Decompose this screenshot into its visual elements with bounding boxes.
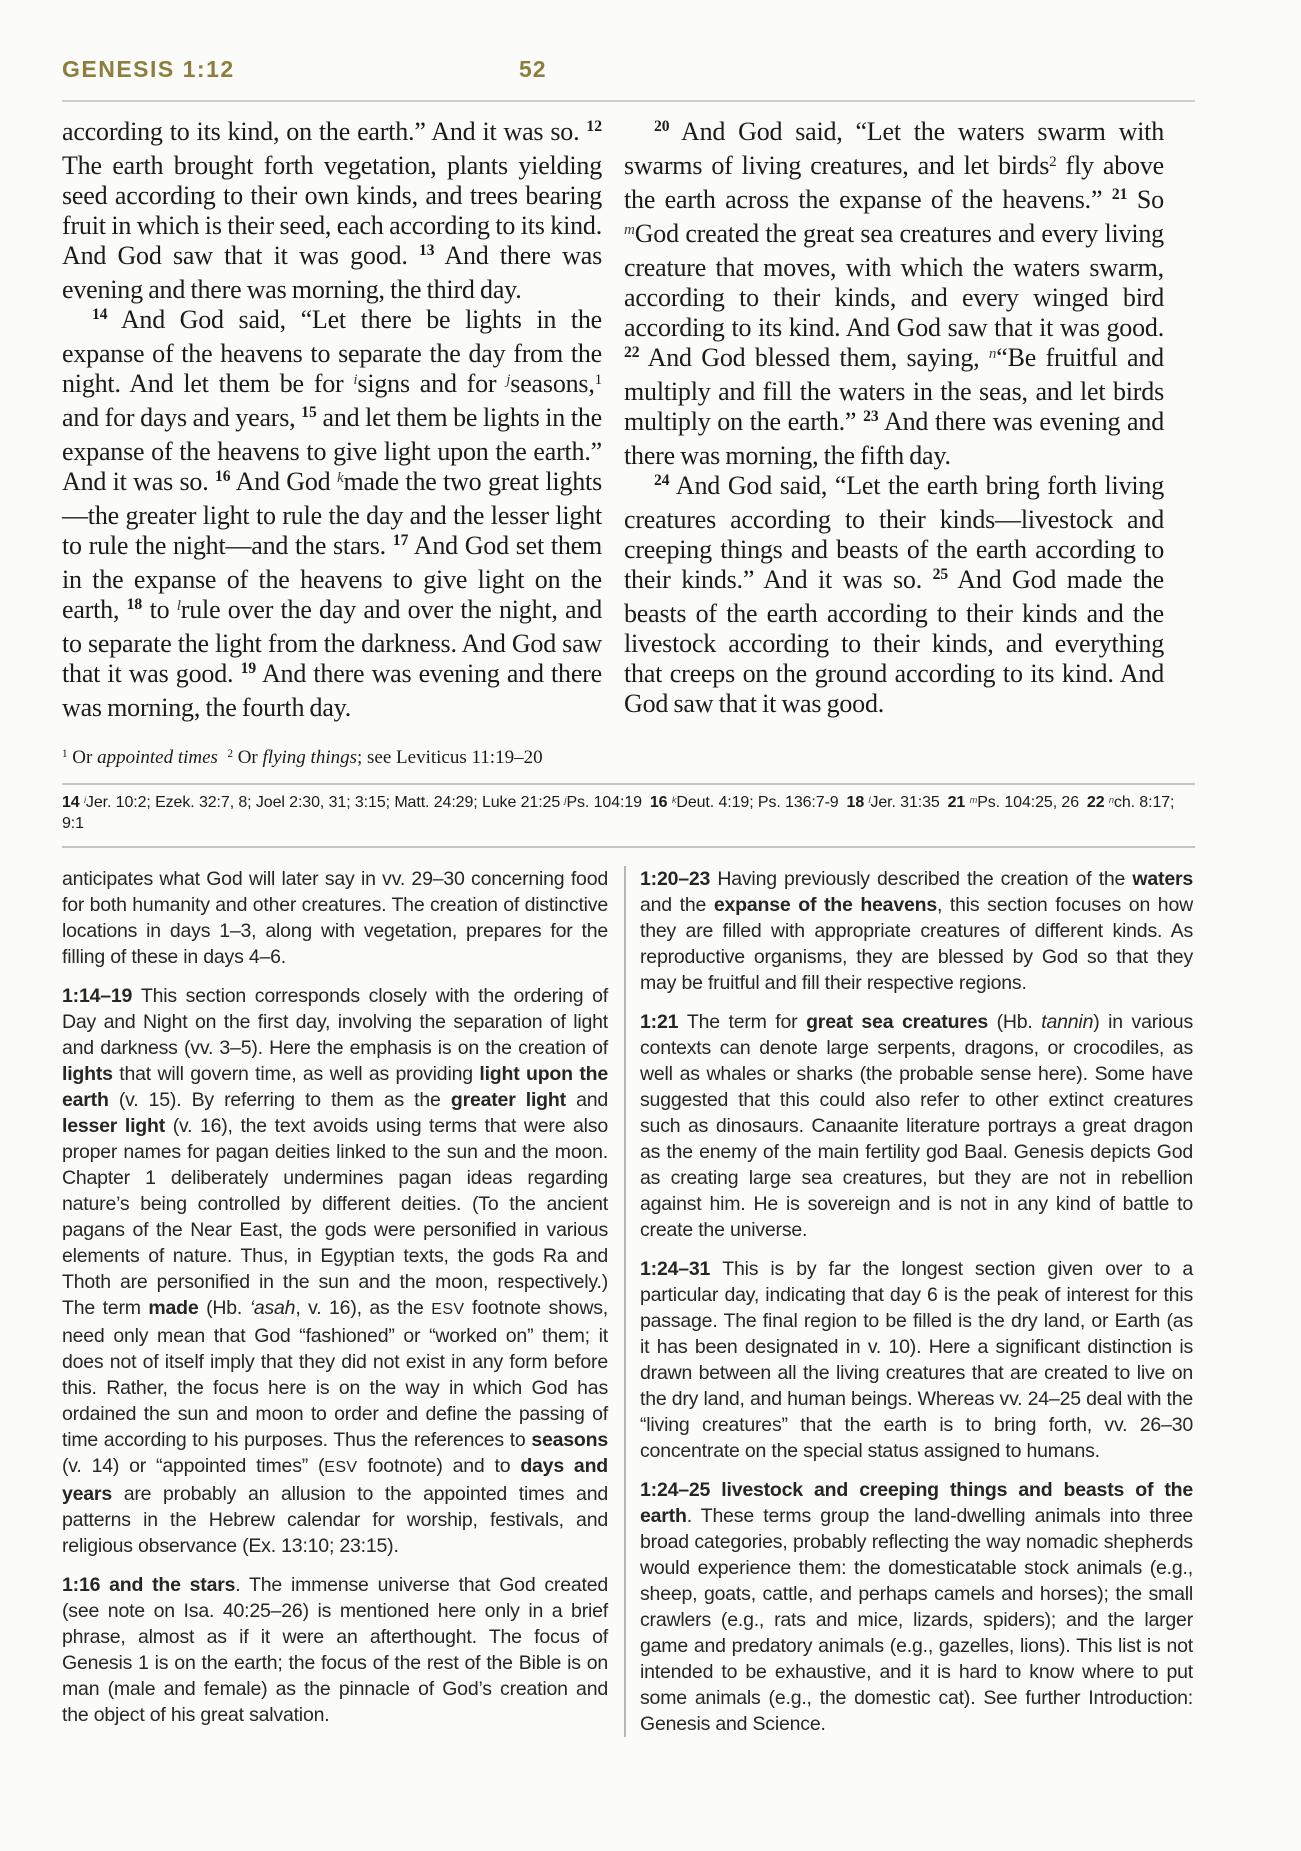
- bible-paragraph: [624, 117, 1164, 471]
- text-segment-b: 1:24–31: [640, 1258, 723, 1280]
- text-segment-p: Jer. 10:2; Ezek. 32:7, 8; Joel 2:30, 31; 3:15; Matt. 24:29; Luke 21:25: [85, 794, 565, 811]
- bible-paragraph: [624, 471, 1164, 719]
- text-segment-b: made: [148, 1297, 199, 1319]
- text-segment-x: j: [564, 794, 567, 805]
- text-segment-p: rule over the day and over the night, and to separate the light from the darkness. And God saw that it was good.: [62, 595, 602, 688]
- text-segment-p: ch. 8:17; 9:1: [62, 794, 1175, 832]
- text-segment-x: m: [969, 794, 978, 805]
- text-segment-p: and: [565, 1089, 609, 1111]
- text-segment-p: , v. 16), as the: [295, 1297, 432, 1319]
- text-segment-f: 1: [62, 747, 68, 760]
- text-segment-f: 1: [594, 371, 602, 388]
- text-segment-x: i: [353, 371, 358, 388]
- text-segment-p: , this section focuses on how they are filled with appropriate creatures of different kinds. As reproductive organisms, they are blessed by God so that they may be fruitful and fill their respective regions.: [640, 894, 1193, 994]
- text-segment-v: 13: [418, 242, 435, 260]
- text-segment-p: (Hb.: [987, 1011, 1042, 1033]
- text-segment-b: 21: [947, 794, 970, 811]
- text-segment-x: k: [336, 469, 344, 486]
- text-segment-p: . These terms group the land-dwelling animals into three broad categories, probably reflecting the way nomadic shepherds would experience them: the domesticatable stock animals (e.g., sheep, goats, cattle, and perhaps camels and horses); the small crawlers (e.g., rats and mice, lizards, spiders); and the larger game and predatory animals (e.g., gazelles, lions). This list is not intended to be exhaustive, and it is hard to know where to put some animals (e.g., the domestic cat). See further Introduction: Genesis and Science.: [640, 1505, 1193, 1735]
- text-segment-p: that will govern time, as well as providing: [112, 1063, 480, 1085]
- text-segment-p: and let them be lights in the expanse of the heavens to give light upon the earth.” And it was so.: [62, 403, 602, 496]
- text-segment-p: fly above the earth across the expanse of the heavens.”: [624, 151, 1164, 214]
- text-segment-p: Ps. 104:19: [566, 794, 650, 811]
- text-segment-p: ) in various contexts can denote large serpents, dragons, or crocodiles, as well as whales or sharks (the probable sense here). Some have suggested that this could also refer to other extinct creatures such as dinosaurs. Canaanite literature portrays a great dragon as the enemy of the main fertility god Baal. Genesis depicts God as creating large sea creatures, but they are not in rebellion against him. He is sovereign and is not in any kind of battle to create the universe.: [640, 1011, 1194, 1241]
- text-segment-p: And God set them in the expanse of the heavens to give light on the earth,: [62, 531, 602, 624]
- text-segment-p: (v. 16), the text avoids using terms that were also proper names for pagan deities linked to the sun and the moon. Chapter 1 deliberately undermines pagan ideas regarding nature’s being controlled by different deities. (To the ancient pagans of the Near East, the gods were personified in various elements of nature. Thus, in Egyptian texts, the gods Ra and Thoth are personified in the sun and the moon, respectively.) The term: [62, 1115, 608, 1319]
- text-segment-p: And God made the beasts of the earth according to their kinds and the livestock according to their kinds, and everything that creeps on the ground according to its kind. And God saw that it was good.: [624, 565, 1164, 718]
- text-segment-x: i: [83, 794, 86, 805]
- text-segment-v: 18: [126, 596, 143, 614]
- page-header: [62, 56, 1195, 86]
- note-paragraph: [640, 866, 1193, 996]
- text-segment-p: “Be fruitful and multiply and fill the waters in the seas, and let birds multiply on the earth.”: [624, 343, 1164, 436]
- study-notes-block: [62, 866, 1195, 1737]
- text-segment-p: to: [142, 595, 177, 624]
- text-segment-b: 1:21: [640, 1011, 687, 1033]
- note-paragraph: [640, 1009, 1193, 1243]
- text-segment-v: 12: [586, 118, 602, 136]
- text-segment-p: And God said, “Let the waters swarm with swarms of living creatures, and let birds: [624, 117, 1164, 180]
- text-segment-p: (Hb.: [198, 1297, 250, 1319]
- text-segment-v: 22: [624, 344, 640, 362]
- text-segment-b: expanse of the heavens: [713, 894, 937, 916]
- text-segment-x: l: [176, 597, 181, 614]
- text-segment-v: 20: [654, 118, 670, 136]
- text-segment-p: This section corresponds closely with the ordering of Day and Night on the first day, involving the separation of light and darkness (vv. 3–5). Here the emphasis is on the creation of: [62, 985, 608, 1059]
- text-segment-b: great sea creatures: [806, 1011, 988, 1033]
- bible-column-right: [624, 117, 1164, 723]
- text-segment-p: And God blessed them, saying,: [639, 343, 989, 372]
- text-segment-v: 25: [932, 566, 949, 584]
- text-segment-x: n: [988, 345, 997, 362]
- text-segment-x: m: [624, 221, 635, 238]
- notes-column-divider: [624, 866, 626, 1737]
- text-segment-sc: ESV: [324, 1459, 358, 1476]
- text-segment-p: and the: [640, 894, 714, 916]
- text-segment-x: k: [671, 794, 677, 805]
- study-notes-column-left: [62, 866, 608, 1737]
- text-segment-b: 1:24–25 livestock and creeping things and beasts of the earth: [640, 1479, 1193, 1527]
- text-segment-p: And there was evening and there was morning, the third day.: [62, 241, 602, 304]
- text-segment-v: 19: [240, 660, 257, 678]
- text-segment-p: seasons,: [510, 369, 595, 398]
- text-segment-b: lights: [62, 1063, 113, 1085]
- text-segment-p: according to its kind, on the earth.” And it was so.: [62, 117, 587, 146]
- text-segment-p: are probably an allusion to the appointed times and patterns in the Hebrew calendar for worship, festivals, and religious observance (Ex. 13:10; 23:15).: [62, 1483, 608, 1557]
- text-segment-v: 14: [92, 306, 108, 324]
- text-segment-f: 2: [1049, 153, 1057, 170]
- page-content: [62, 56, 1195, 1737]
- text-segment-i: appointed times: [97, 747, 218, 768]
- text-segment-v: 15: [301, 404, 317, 422]
- note-paragraph: [640, 1477, 1193, 1737]
- note-paragraph: [62, 983, 608, 1559]
- text-segment-p: . The immense universe that God created (see note on Isa. 40:25–26) is mentioned here only in a brief phrase, almost as if it were an afterthought. The focus of Genesis 1 is on the earth; the focus of the rest of the Bible is on man (male and female) as the pinnacle of God’s creation and the object of his great salvation.: [62, 1574, 609, 1726]
- text-segment-p: And there was evening and there was morning, the fifth day.: [624, 407, 1164, 470]
- text-segment-p: And God said, “Let the earth bring forth living creatures according to their kinds—livestock and creeping things and beasts of the earth according to their kinds.” And it was so.: [624, 471, 1164, 594]
- text-segment-p: The term for: [686, 1011, 807, 1033]
- text-segment-p: (v. 15). By referring to them as the: [108, 1089, 451, 1111]
- text-segment-b: seasons: [531, 1429, 608, 1451]
- bible-paragraph: [62, 117, 602, 305]
- text-segment-b: 16: [649, 794, 672, 811]
- text-segment-p: So: [1127, 185, 1164, 214]
- text-segment-b: lesser light: [62, 1115, 166, 1137]
- text-segment-p: God created the great sea creatures and every living creature that moves, with which the waters swarm, according to their kinds, and every winged bird according to its kind. And God saw that it was good.: [624, 219, 1164, 342]
- text-segment-p: Or: [232, 747, 263, 768]
- text-segment-b: 1:14–19: [62, 985, 141, 1007]
- running-head-book-reference: GENESIS 1:12: [62, 56, 235, 82]
- text-segment-p: And God: [230, 467, 337, 496]
- text-segment-f: 2: [227, 747, 233, 760]
- text-segment-p: Deut. 4:19; Ps. 136:7-9: [676, 794, 847, 811]
- text-segment-sc: ESV: [431, 1301, 465, 1318]
- note-paragraph: [640, 1256, 1193, 1464]
- text-segment-b: days and years: [62, 1455, 608, 1505]
- text-segment-p: Or: [67, 747, 98, 768]
- text-segment-p: ; see Leviticus 11:19–20: [357, 747, 543, 768]
- text-segment-p: [218, 747, 228, 768]
- study-notes-column-right: [640, 866, 1193, 1737]
- text-segment-p: anticipates what God will later say in vv. 29–30 concerning food for both humanity and other creatures. The creation of distinctive locations in days 1–3, along with vegetation, prepares for the filling of these in days 4–6.: [62, 868, 608, 968]
- notes-divider-rule: [62, 846, 1195, 848]
- text-segment-b: light upon the earth: [62, 1063, 608, 1111]
- text-segment-x: n: [1108, 794, 1114, 805]
- text-segment-p: signs and for: [357, 369, 507, 398]
- text-segment-v: 24: [654, 472, 670, 490]
- text-segment-b: 1:20–23: [640, 868, 718, 890]
- text-segment-p: (v. 14) or “appointed times” (: [62, 1455, 325, 1477]
- text-segment-p: And God said, “Let there be lights in the expanse of the heavens to separate the day from the night. And let them be for: [62, 305, 602, 398]
- text-segment-v: 17: [392, 532, 409, 550]
- text-segment-b: greater light: [450, 1089, 566, 1111]
- text-segment-b: waters: [1132, 868, 1193, 890]
- note-paragraph: [62, 866, 608, 970]
- header-rule: [62, 100, 1195, 102]
- text-segment-p: made the two great lights—the greater light to rule the day and the lesser light to rule the night—and the stars.: [62, 467, 602, 560]
- translation-footnotes: [62, 747, 1195, 771]
- bible-column-left: [62, 117, 602, 723]
- note-paragraph: [62, 1572, 608, 1728]
- text-segment-i: tannin: [1041, 1011, 1094, 1033]
- footnote-divider-rule: [62, 783, 1195, 785]
- text-segment-p: footnote shows, need only mean that God “fashioned” or “worked on” them; it does not of itself imply that they did not exist in any form before this. Rather, the focus here is on the way in which God has ordained the sun and moon to order and define the passing of time according to his purposes. Thus the references to: [62, 1297, 608, 1451]
- text-segment-x: j: [506, 371, 511, 388]
- text-segment-p: The earth brought forth vegetation, plants yielding seed according to their own kinds, and trees bearing fruit in which is their seed, each according to its kind. And God saw that it was good.: [62, 151, 602, 270]
- text-segment-p: Having previously described the creation of the: [717, 868, 1133, 890]
- text-segment-b: 18: [846, 794, 869, 811]
- text-segment-p: Jer. 31:35: [870, 794, 948, 811]
- text-segment-v: 16: [215, 468, 231, 486]
- text-segment-b: 22: [1086, 794, 1109, 811]
- text-segment-p: This is by far the longest section given over to a particular day, indicating that day 6 is the peak of interest for this passage. The final region to be filled is the dry land, or Earth (as it has been designated in v. 10). Here a significant distinction is drawn between all the living creatures that are created to live on the dry land, and human beings. Whereas vv. 24–25 deal with the “living creatures” that the earth is to bring forth, vv. 26–30 concentrate on the special status assigned to humans.: [640, 1258, 1193, 1462]
- text-segment-v: 21: [1111, 186, 1128, 204]
- text-segment-v: 23: [863, 408, 879, 426]
- bible-text-block: [62, 117, 1164, 723]
- text-segment-p: footnote) and to: [357, 1455, 521, 1477]
- text-segment-i: ‘asah: [249, 1297, 296, 1319]
- text-segment-p: And there was evening and there was morning, the fourth day.: [62, 659, 602, 722]
- text-segment-b: 14: [62, 794, 84, 811]
- cross-references: [62, 793, 1195, 834]
- bible-paragraph: [62, 305, 602, 723]
- text-segment-p: Ps. 104:25, 26: [977, 794, 1087, 811]
- text-segment-p: and for days and years,: [62, 403, 302, 432]
- text-segment-x: l: [868, 794, 871, 805]
- page-number: 52: [519, 56, 547, 82]
- text-segment-b: 1:16 and the stars: [62, 1574, 236, 1596]
- text-segment-i: flying things: [262, 747, 357, 768]
